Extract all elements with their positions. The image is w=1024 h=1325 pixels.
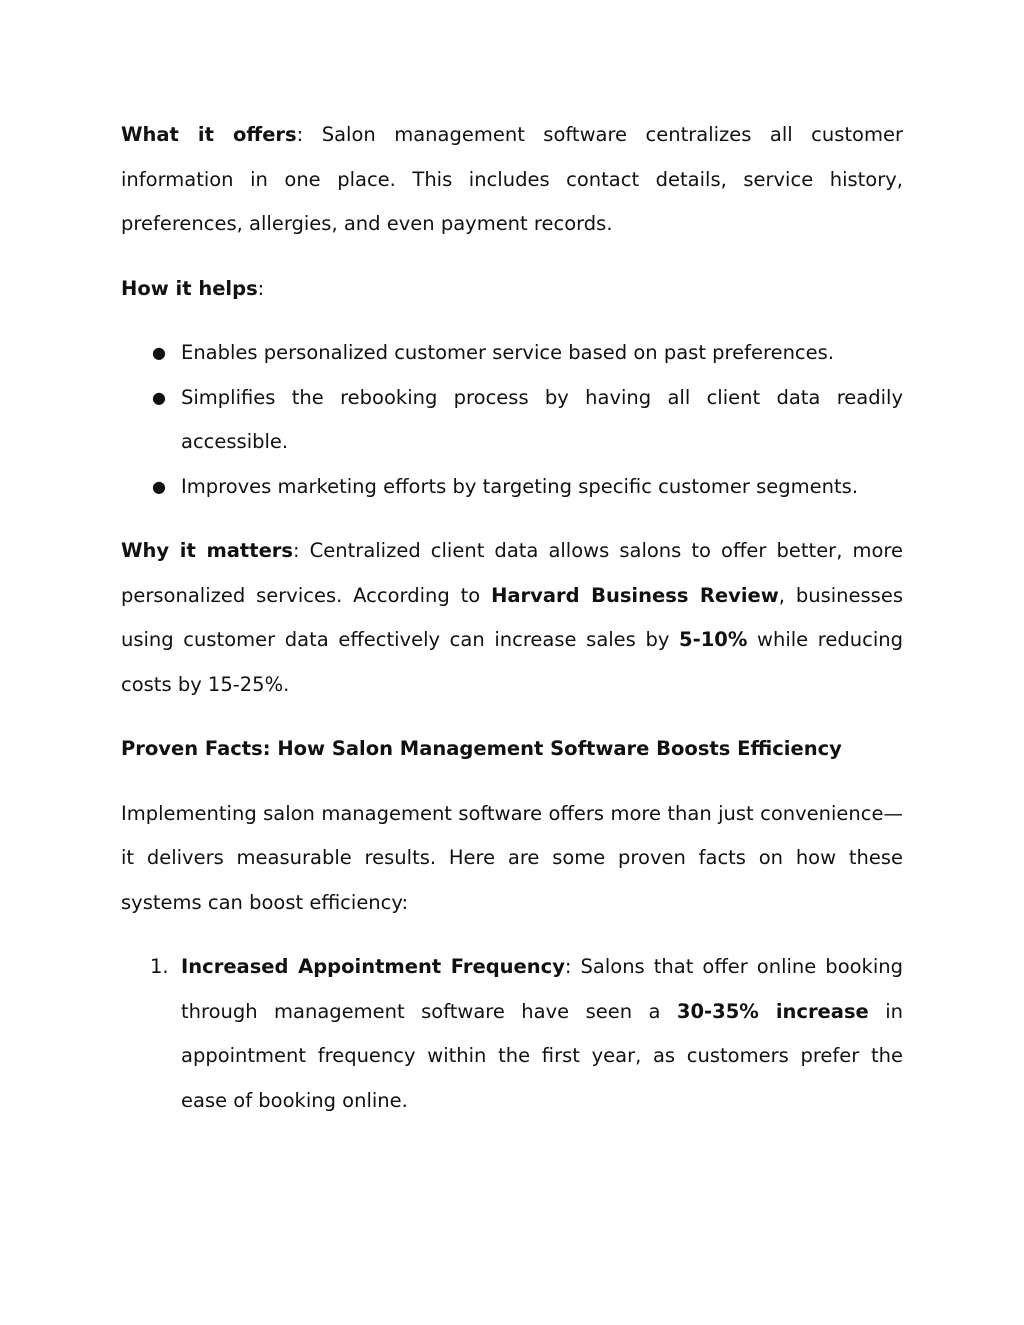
what-it-offers-text: Salon management software centralizes all customer information in one place. This includes contact details, service history, preferences, allergies, and even payment records. (121, 123, 903, 235)
why-it-matters-text-1: : Centralized client data allows salons to offer better, more personalized services. According to (121, 539, 903, 607)
what-it-offers-separator: : (296, 123, 304, 146)
how-it-helps-heading (121, 267, 903, 312)
fact-stat: 30-35% increase (676, 999, 869, 1023)
bullet-icon: ● (152, 343, 166, 362)
list-item (121, 945, 903, 1123)
implementing-paragraph: Implementing salon management software offers more than just convenience—it delivers measurable results. Here are some proven facts on how these systems can boost efficiency: (121, 801, 903, 914)
why-it-matters-paragraph (121, 529, 903, 707)
list-number: 1. (150, 955, 169, 978)
list-item (121, 376, 903, 465)
sales-stat: 5-10% (679, 628, 748, 651)
list-item (121, 465, 903, 510)
fact-text-2: in appointment frequency within the first year, as customers prefer the ease of booking online. (181, 999, 903, 1112)
bullet-icon: ● (152, 387, 166, 407)
list-item-text: Improves marketing efforts by targeting specific customer segments. (181, 474, 859, 498)
how-it-helps-separator: : (257, 276, 265, 300)
how-it-helps-label: How it helps (121, 276, 258, 300)
fact-text-1: : Salons that offer online booking through management software have seen a (181, 955, 903, 1023)
why-it-matters-text-2: , businesses using customer data effectively can increase sales by (121, 583, 903, 651)
bullet-icon: ● (152, 476, 166, 496)
list-item (121, 331, 903, 376)
document-page (121, 113, 903, 1143)
proven-facts-heading (121, 727, 903, 772)
source-name: Harvard Business Review (491, 583, 779, 607)
list-item-text: Enables personalized customer service based on past preferences. (181, 341, 835, 364)
how-it-helps-list (121, 331, 903, 509)
fact-label: Increased Appointment Frequency (181, 955, 565, 978)
what-it-offers-label: What it offers (121, 123, 297, 146)
proven-facts-heading-text: Proven Facts: How Salon Management Software Boosts Efficiency (121, 737, 842, 760)
list-item-text: Simplifies the rebooking process by having all client data readily accessible. (181, 385, 903, 453)
what-it-offers-paragraph (121, 113, 903, 247)
why-it-matters-text-3: while reducing costs by 15-25%. (121, 628, 903, 696)
why-it-matters-label: Why it matters (121, 539, 294, 562)
facts-list (121, 945, 903, 1123)
